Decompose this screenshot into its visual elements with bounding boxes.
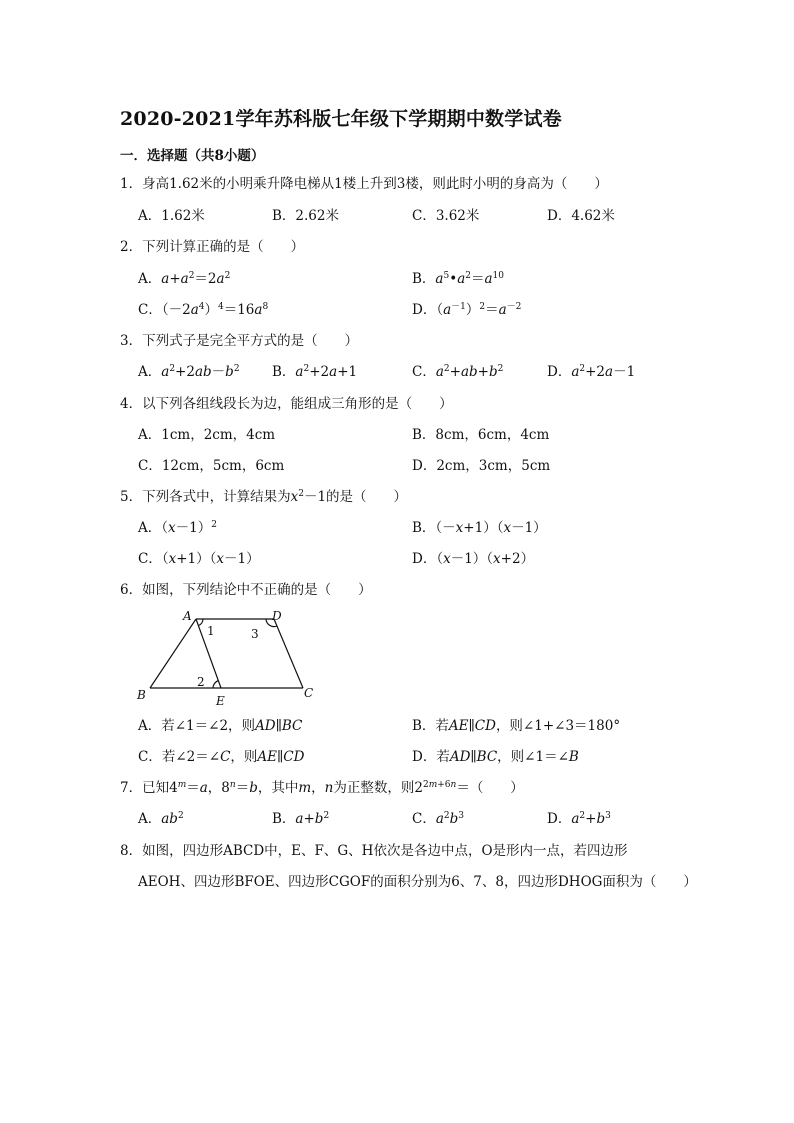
question-1-stem: 1．身高1.62米的小明乘升降电梯从1楼上升到3楼，则此时小明的身高为（ ）	[120, 176, 608, 192]
question-2-option-d: D．$(a^{-1})^2=a^{-2}$	[412, 302, 522, 318]
question-8-line-2: AEOH、四边形BFOE、四边形CGOF的面积分别为6、7、8，四边形DHOG面积为（ ）	[138, 874, 697, 890]
question-3-option-c: C．$a^2+ab+b^2$	[412, 364, 504, 380]
section-heading: 一．选择题（共8小题）	[120, 148, 265, 164]
question-6-option-a: A．若∠1＝∠2，则AD∥BC	[138, 718, 303, 734]
question-8-line-1: 8．如图，四边形ABCD中，E、F、G、H依次是各边中点，O是形内一点，若四边形	[120, 843, 628, 859]
angle-1-label: 1	[207, 624, 215, 638]
point-e-label: E	[216, 694, 225, 708]
question-4-stem: 4．以下列各组线段长为边，能组成三角形的是（ ）	[120, 396, 453, 412]
trapezoid-figure	[135, 602, 325, 710]
page-title: 2020-2021学年苏科版七年级下学期期中数学试卷	[120, 108, 562, 130]
question-7-stem: 7．已知$4^m=a$，$8^n=b$，其中m，n为正整数，则$2^{2m+6n}=$（ ）	[120, 780, 524, 796]
question-1-option-b: B．2.62米	[272, 208, 339, 224]
angle-3-label: 3	[251, 627, 259, 641]
question-4-option-b: B．8cm，6cm，4cm	[412, 427, 550, 443]
question-6-option-b: B．若AE∥CD，则∠1+∠3＝180°	[412, 718, 621, 734]
question-4-option-a: A．1cm，2cm，4cm	[138, 427, 276, 443]
question-1-option-c: C．3.62米	[412, 208, 480, 224]
question-6-stem: 6．如图，下列结论中不正确的是（ ）	[120, 582, 372, 598]
question-4-option-d: D．2cm，3cm，5cm	[412, 458, 551, 474]
question-7-option-a: A．$ab^2$	[138, 811, 184, 827]
question-3-option-b: B．$a^2+2a+1$	[272, 364, 358, 380]
angle-2-arc	[213, 681, 219, 689]
segment-ab	[150, 619, 196, 688]
question-1-option-d: D．4.62米	[547, 208, 615, 224]
question-6-option-d: D．若AD∥BC，则∠1＝∠B	[412, 749, 579, 765]
question-2-option-a: A．$a+a^2=2a^2$	[138, 271, 231, 287]
point-a-label: A	[183, 609, 192, 623]
question-5-option-d: D．（x－1）（x+2）	[412, 551, 535, 567]
question-1-option-a: A．1.62米	[138, 208, 205, 224]
question-5-option-c: C．（x+1）（x－1）	[138, 551, 260, 567]
point-b-label: B	[137, 688, 146, 702]
question-7-option-d: D．$a^2+b^3$	[547, 811, 611, 827]
question-2-stem: 2．下列计算正确的是（ ）	[120, 239, 305, 255]
question-2-option-c: C．$(-2a^4)^4=16a^8$	[138, 302, 269, 318]
question-5-option-b: B．（－x+1）（x－1）	[412, 520, 547, 536]
point-d-label: D	[272, 609, 282, 623]
question-6-option-c: C．若∠2＝∠C，则AE∥CD	[138, 749, 305, 765]
segment-dc	[274, 619, 303, 688]
question-3-stem: 3．下列式子是完全平方式的是（ ）	[120, 333, 359, 349]
angle-2-label: 2	[197, 675, 205, 689]
question-7-option-c: C．$a^2b^3$	[412, 811, 465, 827]
question-2-option-b: B．$a^5•a^2=a^{10}$	[412, 271, 504, 287]
question-4-option-c: C．12cm，5cm，6cm	[138, 458, 285, 474]
question-5-stem: 5．下列各式中，计算结果为$x^2-1$的是（ ）	[120, 489, 408, 505]
question-3-option-a: A．$a^2+2ab-b^2$	[138, 364, 240, 380]
angle-1-arc	[199, 619, 204, 626]
question-7-option-b: B．$a+b^2$	[272, 811, 330, 827]
point-c-label: C	[304, 686, 314, 700]
question-3-option-d: D．$a^2+2a-1$	[547, 364, 636, 380]
question-5-option-a: A．$(x-1)^2$	[138, 520, 217, 536]
